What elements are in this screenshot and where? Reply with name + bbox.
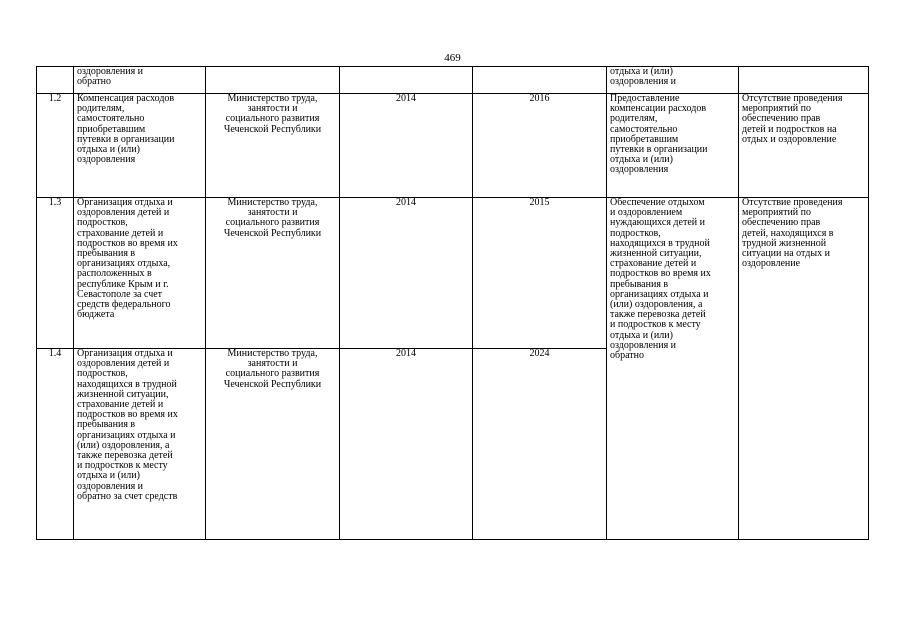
cell-result: Предоставление компенсации расходов родителям, самостоятельно приобретавшим путевки в организации отдыха и (или) оздоровления — [607, 94, 739, 198]
cell-start: 2014 — [340, 94, 473, 198]
table-row — [37, 198, 869, 349]
table-row-continuation — [37, 67, 869, 94]
cell-end: 2024 — [473, 349, 607, 540]
cell-name: Компенсация расходов родителям, самостоятельно приобретавшим путевки в организации отдыха и (или) оздоровления — [74, 94, 206, 198]
cell-end: 2016 — [473, 94, 607, 198]
cell-start: 2014 — [340, 198, 473, 349]
cell-executor: Министерство труда, занятости и социального развития Чеченской Республики — [206, 94, 340, 198]
cell-consequence: Отсутствие проведения мероприятий по обеспечению прав детей и подростков на отдых и оздоровление — [739, 94, 869, 198]
cell-executor: Министерство труда, занятости и социального развития Чеченской Республики — [206, 349, 340, 540]
page-number: 469 — [444, 52, 461, 64]
cell-end: 2015 — [473, 198, 607, 349]
cell-name: оздоровления и обратно — [74, 67, 206, 94]
program-table — [36, 66, 869, 540]
cell-end — [473, 67, 607, 94]
table-row — [37, 94, 869, 198]
cell-no: 1.4 — [37, 349, 74, 540]
cell-executor: Министерство труда, занятости и социального развития Чеченской Республики — [206, 198, 340, 349]
cell-result: Обеспечение отдыхом и оздоровлением нуждающихся детей и подростков, находящихся в трудной жизненной ситуации, страхование детей и подростков во время их пребывания в организациях отдыха и (или) оздоровления, а также перевозка детей и подростков к месту отдыха и (или) оздоровления и обратно — [607, 198, 739, 540]
cell-name: Организация отдыха и оздоровления детей и подростков, страхование детей и подростков во время их пребывания в организациях отдыха, расположенных в республике Крым и г. Севастополе за счет средств федерального бюджета — [74, 198, 206, 349]
cell-consequence: Отсутствие проведения мероприятий по обеспечению прав детей, находящихся в трудной жизненной ситуации на отдых и оздоровление — [739, 198, 869, 540]
cell-no: 1.3 — [37, 198, 74, 349]
cell-start — [340, 67, 473, 94]
cell-consequence — [739, 67, 869, 94]
cell-no — [37, 67, 74, 94]
cell-name: Организация отдыха и оздоровления детей и подростков, находящихся в трудной жизненной ситуации, страхование детей и подростков во время их пребывания в организациях отдыха и (или) оздоровления, а также перевозка детей и подростков к месту отдыха и (или) оздоровления и обратно за счет средств — [74, 349, 206, 540]
cell-no: 1.2 — [37, 94, 74, 198]
cell-executor — [206, 67, 340, 94]
cell-start: 2014 — [340, 349, 473, 540]
cell-result: отдыха и (или) оздоровления и — [607, 67, 739, 94]
